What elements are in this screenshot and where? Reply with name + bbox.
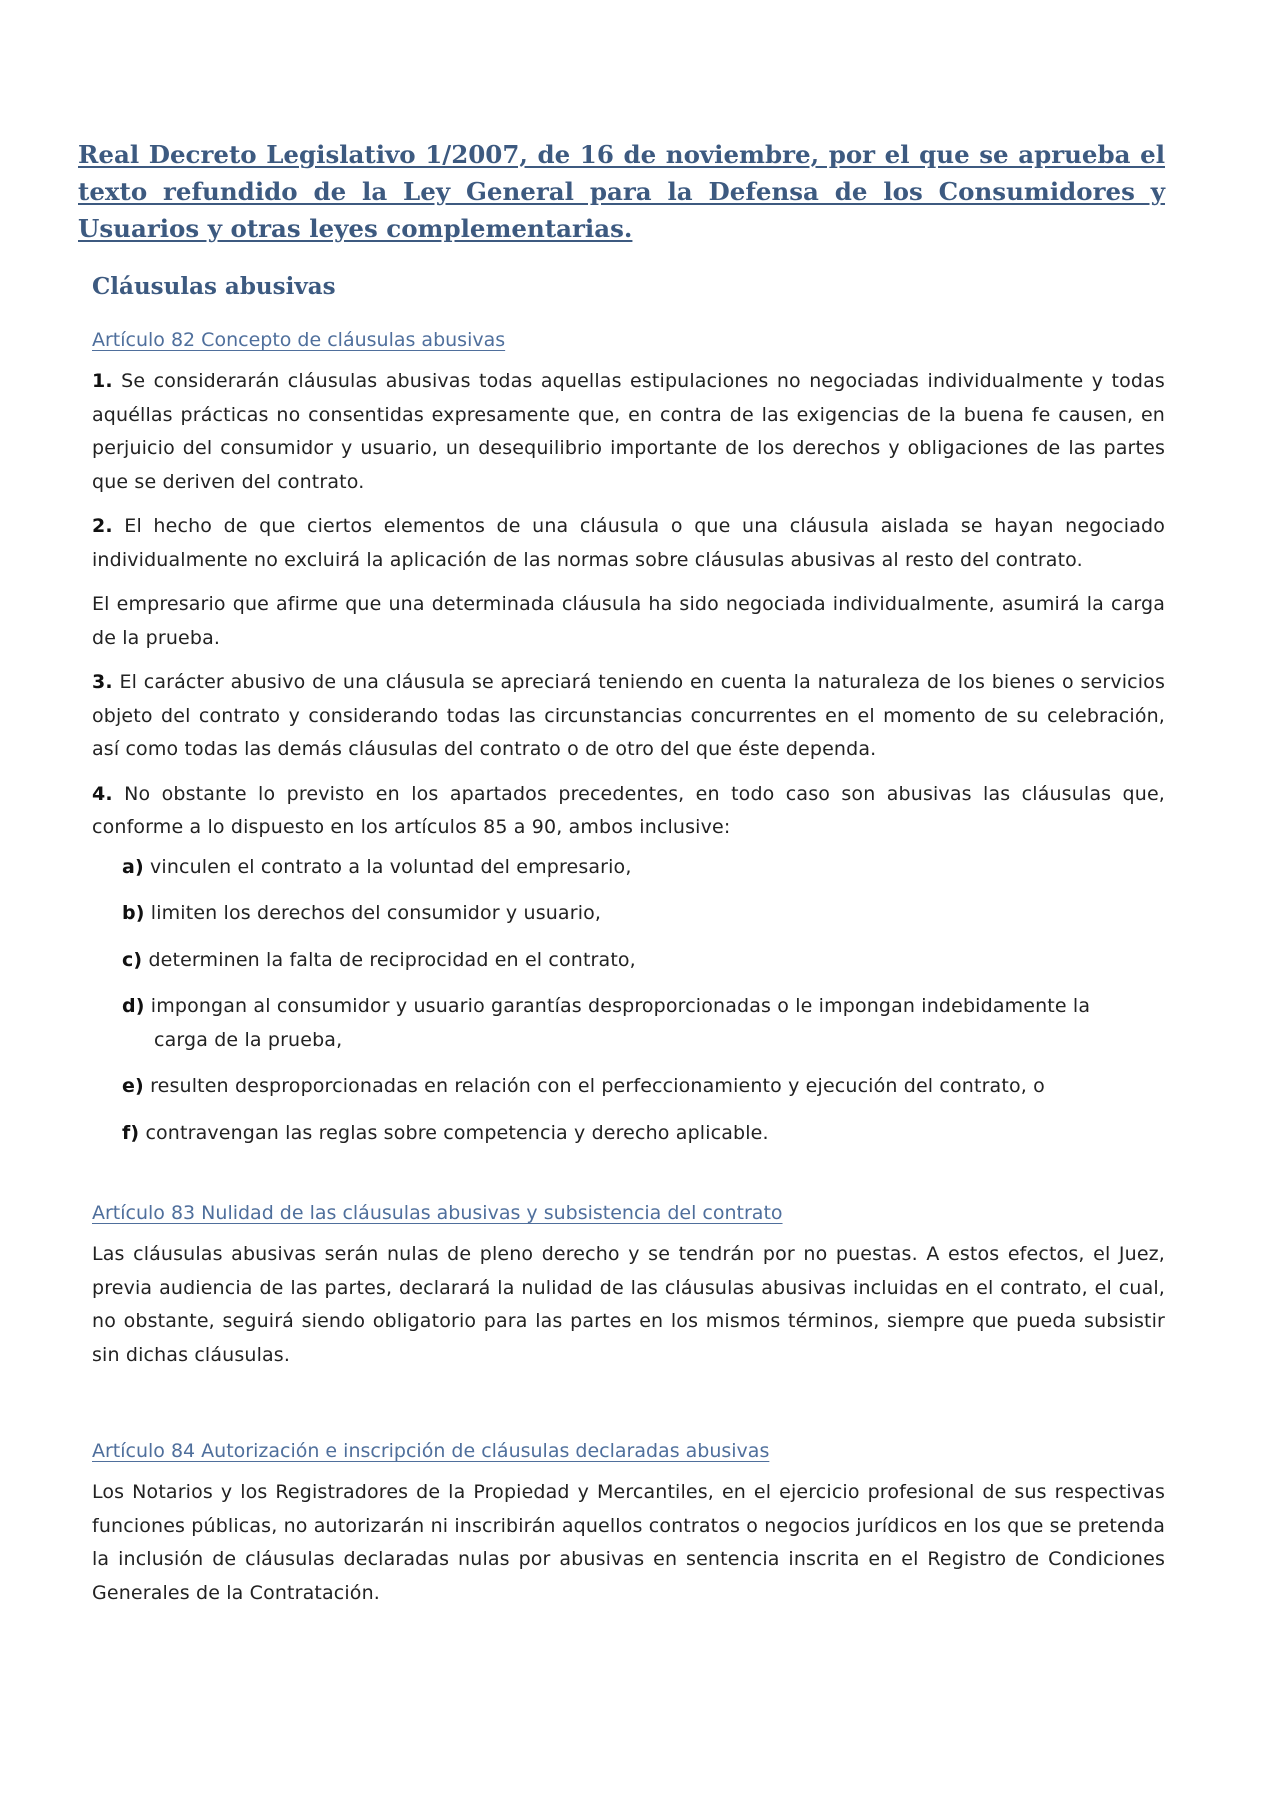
- article-82-heading[interactable]: Artículo 82 Concepto de cláusulas abusivas: [92, 329, 506, 351]
- item-label: a): [122, 855, 144, 878]
- paragraph-text: No obstante lo previsto en los apartados precedentes, en todo caso son abusivas las cláusulas que, conforme a lo dispuesto en los artículos 85 a 90, ambos inclusive:: [92, 782, 1165, 838]
- item-label: c): [122, 948, 143, 971]
- article-82-paragraph-2: [92, 510, 1165, 577]
- article-82-paragraph-1: [92, 365, 1165, 499]
- paragraph-text: El hecho de que ciertos elementos de una cláusula o que una cláusula aislada se hayan negociado individualmente no excluirá la aplicación de las normas sobre cláusulas abusivas al resto del contrato.: [92, 515, 1165, 571]
- item-text: limiten los derechos del consumidor y usuario,: [144, 902, 602, 924]
- list-item: [122, 1070, 1165, 1104]
- item-text: determinen la falta de reciprocidad en el contrato,: [142, 948, 636, 971]
- list-item: [122, 1117, 1165, 1151]
- paragraph-number: 1.: [92, 370, 113, 392]
- item-text: impongan al consumidor y usuario garantías desproporcionadas o le impongan indebidamente la: [144, 995, 1091, 1017]
- item-text: contravengan las reglas sobre competencia y derecho aplicable.: [139, 1121, 769, 1144]
- item-text: vinculen el contrato a la voluntad del empresario,: [143, 855, 632, 878]
- list-item: [122, 851, 1165, 885]
- paragraph-text: Se considerarán cláusulas abusivas todas aquellas estipulaciones no negociadas individualmente y todas aquéllas prácticas no consentidas expresamente que, en contra de las exigencias de la buena fe causen, en perjuicio del consumidor y usuario, un desequilibrio importante de los derechos y obligaciones de las partes que se deriven del contrato.: [92, 370, 1165, 493]
- paragraph-text: El carácter abusivo de una cláusula se apreciará teniendo en cuenta la naturaleza de los bienes o servicios objeto del contrato y considerando todas las circunstancias concurrentes en el momento de su celebración, así como todas las demás cláusulas del contrato o de otro del que éste dependa.: [92, 671, 1165, 760]
- paragraph-number: 3.: [92, 671, 113, 693]
- item-continuation: carga de la prueba,: [154, 1028, 343, 1051]
- item-label: d): [122, 995, 145, 1017]
- item-label: e): [122, 1075, 144, 1097]
- section-title: Cláusulas abusivas: [92, 273, 336, 300]
- item-text: resulten desproporcionadas en relación con el perfeccionamiento y ejecución del contrato, o: [143, 1075, 1045, 1097]
- abusive-clauses-list: [92, 851, 1165, 1151]
- article-82-paragraph-3: [92, 666, 1165, 767]
- article-84-heading[interactable]: Artículo 84 Autorización e inscripción de cláusulas declaradas abusivas: [92, 1440, 770, 1462]
- paragraph-number: 4.: [92, 782, 113, 805]
- document-content: [78, 136, 1165, 1621]
- list-item: [122, 944, 1165, 978]
- item-label: f): [122, 1121, 140, 1144]
- list-item: [122, 897, 1165, 931]
- list-item: [122, 990, 1165, 1057]
- article-82-paragraph-4: [92, 778, 1165, 845]
- article-83-heading[interactable]: Artículo 83 Nulidad de las cláusulas abusivas y subsistencia del contrato: [92, 1202, 783, 1224]
- item-label: b): [122, 902, 145, 924]
- article-84-paragraph: Los Notarios y los Registradores de la Propiedad y Mercantiles, en el ejercicio profesional de sus respectivas funciones públicas, no autorizarán ni inscribirán aquellos contratos o negocios jurídicos en los que se pretenda la inclusión de cláusulas declaradas nulas por abusivas en sentencia inscrita en el Registro de Condiciones Generales de la Contratación.: [92, 1481, 1165, 1604]
- article-83-paragraph: Las cláusulas abusivas serán nulas de pleno derecho y se tendrán por no puestas. A estos efectos, el Juez, previa audiencia de las partes, declarará la nulidad de las cláusulas abusivas incluidas en el contrato, el cual, no obstante, seguirá siendo obligatorio para las partes en los mismos términos, siempre que pueda subsistir sin dichas cláusulas.: [92, 1243, 1165, 1366]
- document-title[interactable]: Real Decreto Legislativo 1/2007, de 16 de noviembre, por el que se aprueba el texto refundido de la Ley General para la Defensa de los Consumidores y Usuarios y otras leyes complementarias.: [78, 140, 1165, 243]
- paragraph-number: 2.: [92, 515, 113, 537]
- article-82-paragraph-2b: El empresario que afirme que una determinada cláusula ha sido negociada individualmente, asumirá la carga de la prueba.: [92, 593, 1165, 649]
